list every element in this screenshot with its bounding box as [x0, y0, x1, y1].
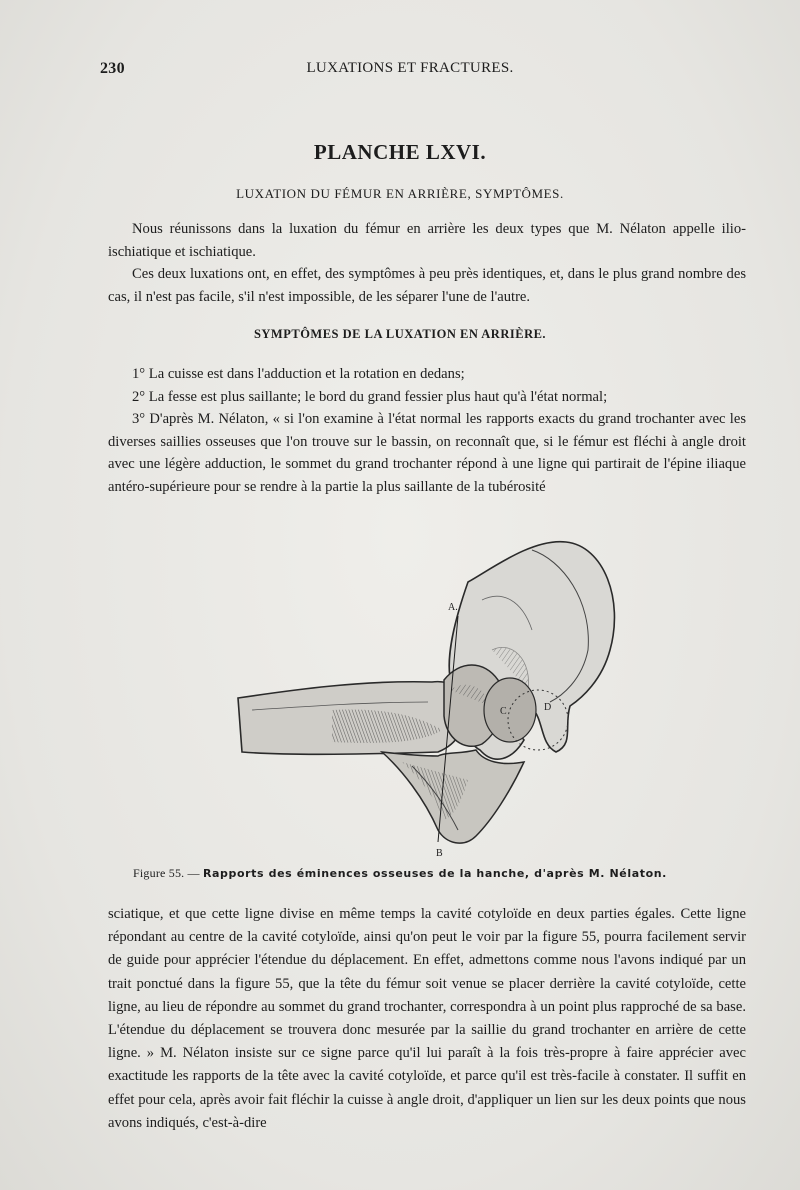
- running-title: LUXATIONS ET FRACTURES.: [306, 60, 514, 76]
- figure-caption-text: Rapports des éminences osseuses de la hanche, d'après M. Nélaton.: [202, 867, 667, 880]
- label-c: C: [500, 706, 507, 717]
- label-d: D: [544, 702, 552, 713]
- figure-caption: [0, 866, 800, 881]
- symptoms-list: [108, 363, 746, 499]
- plate-title: PLANCHE LXVI.: [313, 140, 487, 164]
- cotyloid-cavity: [484, 678, 536, 742]
- symptom-item: 1° La cuisse est dans l'adduction et la rotation en dedans;: [132, 366, 465, 382]
- plate-subtitle: LUXATION DU FÉMUR EN ARRIÈRE, SYMPTÔMES.: [236, 186, 564, 201]
- continuation-text: [108, 903, 746, 1135]
- paragraph: Nous réunissons dans la luxation du fémur en arrière les deux types que M. Nélaton appelle ilio-ischiatique et ischiatique.: [108, 221, 746, 260]
- intro-text: [108, 218, 746, 308]
- symptom-item: 2° La fesse est plus saillante; le bord du grand fessier plus haut qu'à l'état normal;: [132, 388, 608, 405]
- running-head: [100, 60, 720, 84]
- paragraph: sciatique, et que cette ligne divise en même temps la cavité cotyloïde en deux parties égales. Cette ligne répondant au centre de la cavité cotyloïde, ainsi qu'on peut le voir par la figure 55, pourra facilement servir de guide pour apprécier l'étendue du déplacement. En effet, admettons comme nous l'avons indiqué par un trait ponctué dans la figure 55, que la tête du fémur soit venue se placer derrière la cavité cotyloïde, cette ligne, au lieu de répondre au sommet du grand trochanter, correspondra à un point plus rapproché de sa base. L'étendue du déplacement se trouvera donc mesurée par la saillie du grand trochanter en arrière de cette ligne. » M. Nélaton insiste sur ce signe parce qu'il lui paraît à la fois très-propre à faire apprécier avec exactitude les rapports de la tête avec la cavité cotyloïde, et parce qu'il est très-facile à constater. Il suffit en effet pour cela, après avoir fait fléchir la cuisse à angle droit, d'appliquer un lien sur les deux points que nous avons indiqués, c'est-à-dire: [108, 906, 746, 1131]
- hip-bone-illustration: [232, 530, 632, 860]
- section-heading: SYMPTÔMES DE LA LUXATION EN ARRIÈRE.: [253, 327, 547, 341]
- paragraph: Ces deux luxations ont, en effet, des symptômes à peu près identiques, et, dans le plus grand nombre des cas, il n'est pas facile, s'il n'est impossible, de les séparer l'une de l'autre.: [108, 266, 746, 305]
- label-b: B: [436, 848, 443, 859]
- hip-bone-engraving: [232, 530, 632, 860]
- figure-number: Figure 55. —: [133, 866, 200, 880]
- page-number: 230: [100, 60, 125, 77]
- label-a: A.: [448, 602, 458, 613]
- symptom-item: 3° D'après M. Nélaton, « si l'on examine à l'état normal les rapports exacts du grand trochanter avec les diverses saillies osseuses que l'on trouve sur le bassin, on reconnaît que, si le fémur est fléchi à angle droit avec une légère adduction, le sommet du grand trochanter répond à une ligne qui partirait de l'épine iliaque antéro-supérieure pour se rendre à la partie la plus saillante de la tubérosité: [108, 411, 746, 495]
